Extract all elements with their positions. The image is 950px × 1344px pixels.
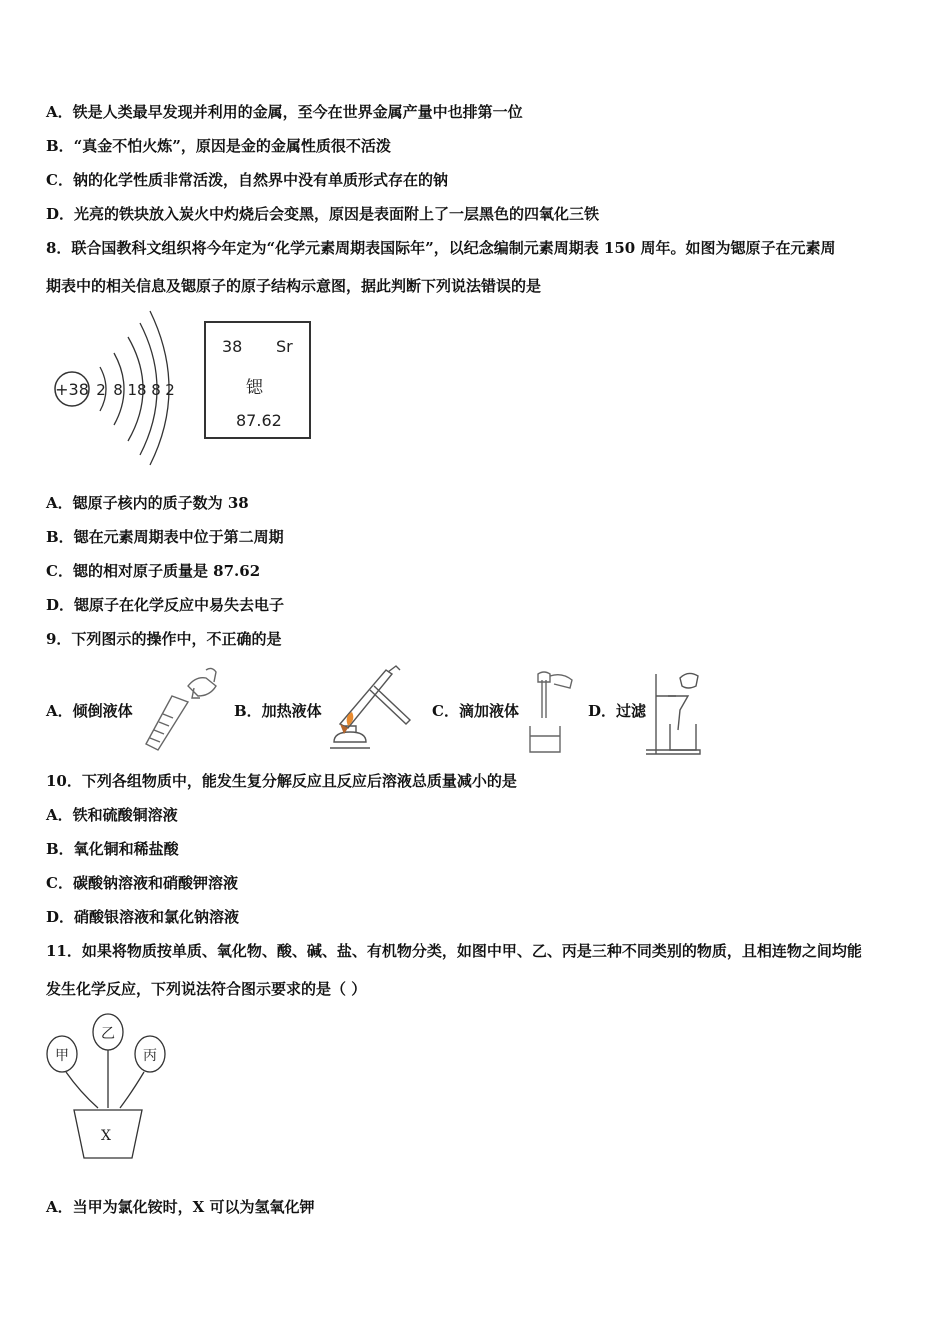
atomic-number: 38	[222, 337, 243, 356]
q9-option-d: D．过滤	[588, 702, 647, 720]
atomic-mass: 87.62	[236, 411, 282, 430]
q8-option-d: D．锶原子在化学反应中易失去电子	[46, 596, 285, 614]
shell-electrons-1: 2	[96, 381, 106, 399]
q11-stem-line1: 11．如果将物质按单质、氧化物、酸、碱、盐、有机物分类，如图中甲、乙、丙是三种不同类别的物质，且相连物之间均能	[46, 942, 862, 960]
q10-option-c: C．碳酸钠溶液和硝酸钾溶液	[46, 874, 238, 892]
q8-stem-line1: 8．联合国教科文组织将今年定为“化学元素周期表国际年”，以纪念编制元素周期表 150 周年。如图为锶原子在元素周	[46, 239, 836, 257]
shell-electrons-4: 8	[151, 381, 161, 399]
q9-option-c: C．滴加液体	[432, 702, 519, 720]
element-info-box	[204, 321, 311, 439]
q9-stem: 9．下列图示的操作中，不正确的是	[46, 630, 282, 648]
shell-electrons-2: 8	[113, 381, 123, 399]
balloon-yi-label: 乙	[101, 1026, 115, 1042]
q10-option-b: B．氧化铜和稀盐酸	[46, 840, 179, 858]
q11-stem-line2: 发生化学反应，下列说法符合图示要求的是（ ）	[46, 980, 367, 998]
shell-electrons-5: 2	[165, 381, 175, 399]
q10-stem: 10．下列各组物质中，能发生复分解反应且反应后溶液总质量减小的是	[46, 772, 517, 790]
q9-option-a: A．倾倒液体	[46, 702, 133, 720]
q7-option-c: C．钠的化学性质非常活泼，自然界中没有单质形式存在的钠	[46, 171, 448, 189]
q8-option-b: B．锶在元素周期表中位于第二周期	[46, 528, 284, 546]
balloon-pot-diagram	[44, 1012, 172, 1164]
q8-option-a: A．锶原子核内的质子数为 38	[46, 494, 249, 512]
q7-option-d: D．光亮的铁块放入炭火中灼烧后会变黑，原因是表面附上了一层黑色的四氧化三铁	[46, 205, 600, 223]
shell-electrons-3: 18	[127, 381, 147, 399]
q11-option-a: A．当甲为氯化铵时，X 可以为氢氧化钾	[46, 1198, 315, 1216]
q7-option-a: A．铁是人类最早发现并利用的金属，至今在世界金属产量中也排第一位	[46, 103, 523, 121]
pouring-liquid-illustration	[140, 662, 222, 754]
q8-option-c: C．锶的相对原子质量是 87.62	[46, 562, 261, 580]
heating-liquid-illustration	[326, 662, 418, 754]
balloon-jia-label: 甲	[55, 1048, 69, 1064]
filtration-illustration	[640, 670, 706, 758]
nucleus-charge: +38	[55, 380, 89, 399]
q9-option-b: B．加热液体	[234, 702, 322, 720]
q8-stem-line2: 期表中的相关信息及锶原子的原子结构示意图，据此判断下列说法错误的是	[46, 277, 542, 295]
element-symbol: Sr	[276, 337, 293, 356]
pot-label: X	[101, 1128, 111, 1144]
q10-option-d: D．硝酸银溶液和氯化钠溶液	[46, 908, 240, 926]
strontium-atom-diagram	[48, 305, 188, 470]
balloon-bing-label: 丙	[143, 1048, 157, 1064]
dropping-liquid-illustration	[520, 670, 576, 754]
element-name: 锶	[246, 378, 263, 398]
q10-option-a: A．铁和硫酸铜溶液	[46, 806, 178, 824]
q7-option-b: B．“真金不怕火炼”，原因是金的金属性质很不活泼	[46, 137, 391, 155]
